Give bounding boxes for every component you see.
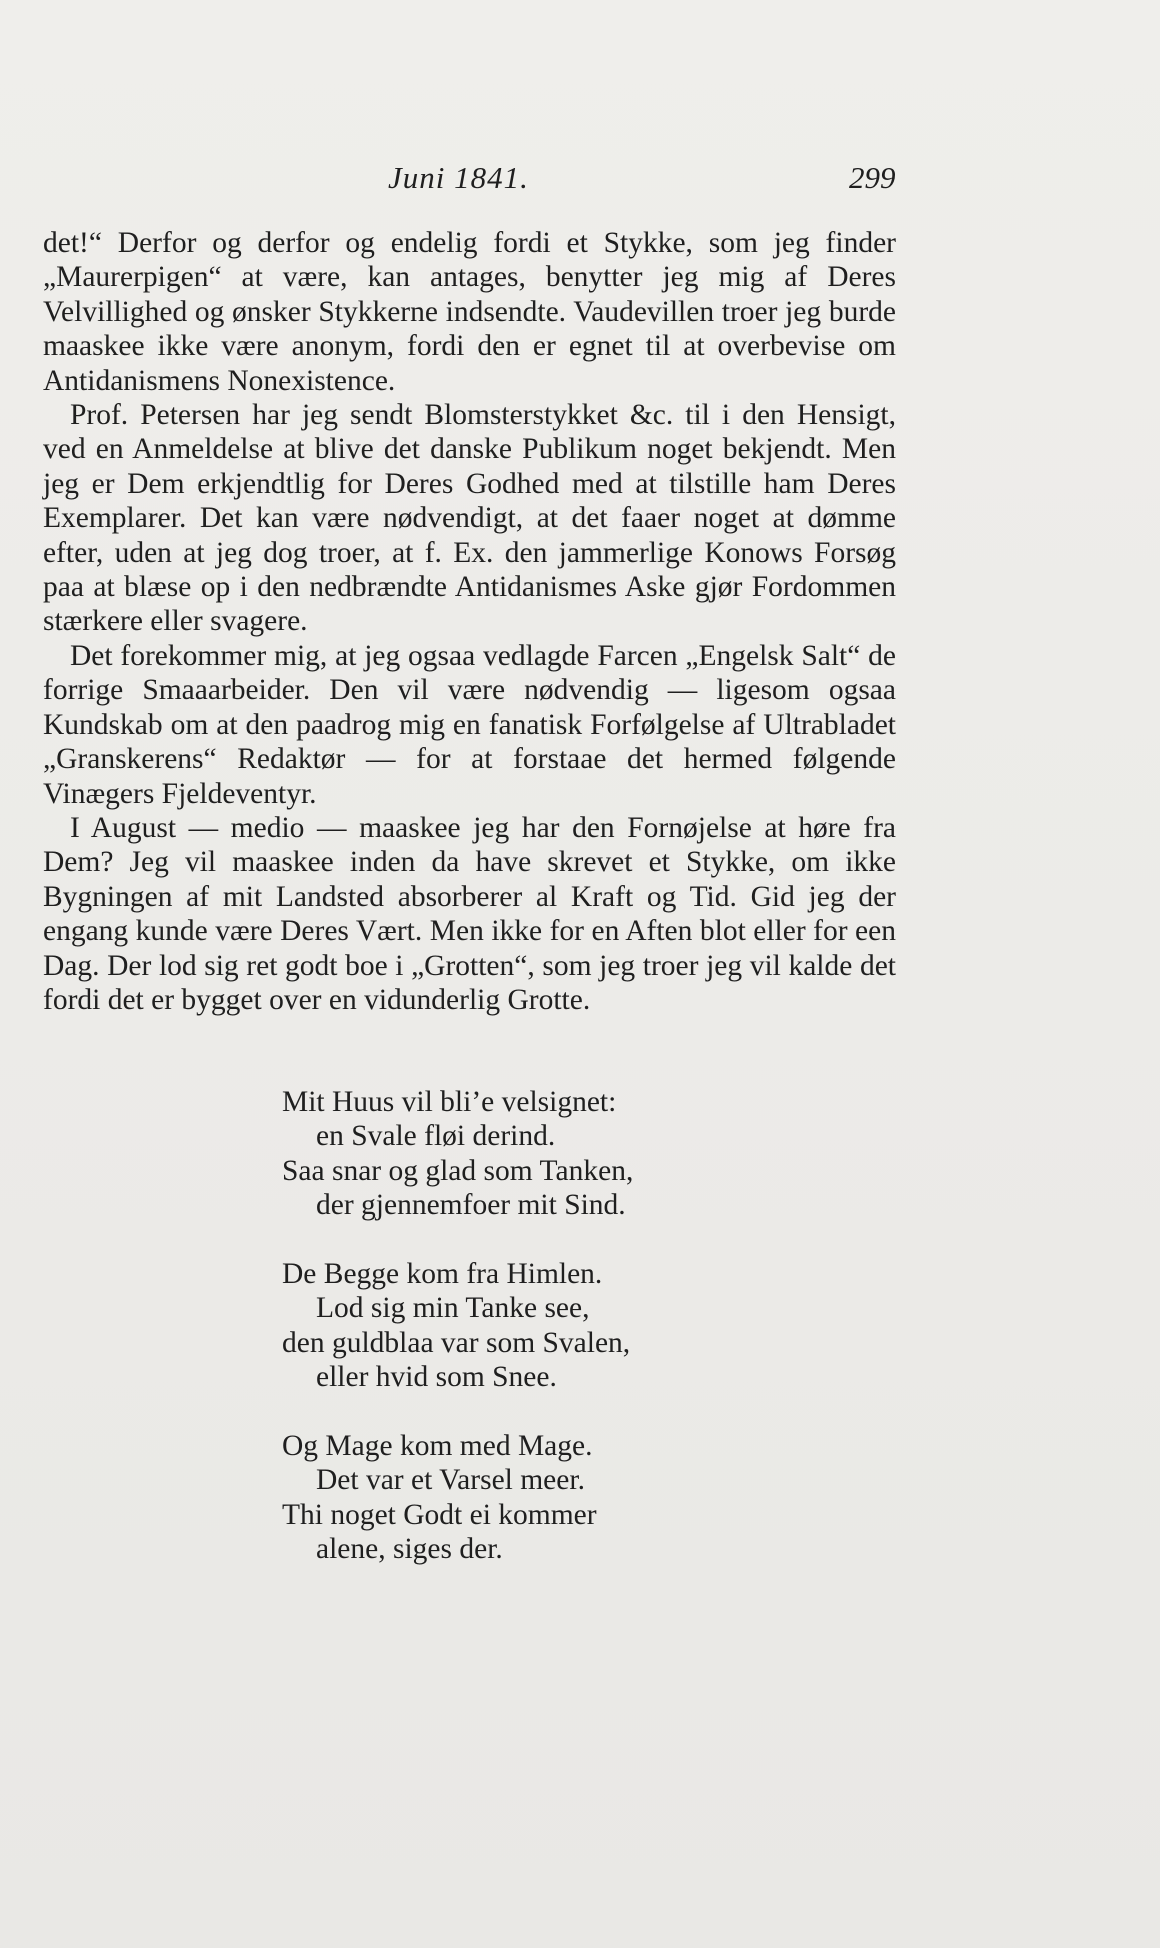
poem-stanza: [282, 1429, 633, 1567]
poem-line: alene, siges der.: [316, 1533, 503, 1566]
paragraph: det!“ Derfor og derfor og endelig fordi et Stykke, som jeg finder „Maurerpigen“ at være, kan antages, benytter jeg mig af Deres Velvillighed og ønsker Stykkerne indsendte. Vaudevillen troer jeg burde maaskee ikke være anonym, fordi den er egnet til at overbevise om Antidanismens Nonexistence.: [43, 227, 896, 397]
running-title: Juni 1841.: [388, 160, 529, 195]
poem-line: Thi noget Godt ei kommer: [282, 1498, 597, 1531]
letter-body: [43, 226, 896, 1017]
poem: [282, 1085, 633, 1567]
paragraph: I August — medio — maaskee jeg har den Fornøjelse at høre fra Dem? Jeg vil maaskee inden da have skrevet et Stykke, om ikke Bygningen af mit Landsted absorberer al Kraft og Tid. Gid jeg der engang kunde være Deres Vært. Men ikke for en Aften blot eller for een Dag. Der lod sig ret godt boe i „Grotten“, som jeg troer jeg vil kalde det fordi det er bygget over en vidunderlig Grotte.: [43, 811, 896, 1016]
poem-line: eller hvid som Snee.: [316, 1361, 557, 1394]
page-number: 299: [849, 160, 896, 195]
poem-stanza: [282, 1085, 633, 1223]
poem-line: Lod sig min Tanke see,: [316, 1292, 590, 1325]
poem-line: Det var et Varsel meer.: [316, 1464, 585, 1497]
poem-line: Og Mage kom med Mage.: [282, 1430, 593, 1463]
poem-line: De Begge kom fra Himlen.: [282, 1258, 603, 1291]
paragraph: Prof. Petersen har jeg sendt Blomsterstykket &c. til i den Hensigt, ved en Anmeldelse at blive det danske Publikum noget bekjendt. Men jeg er Dem erkjendtlig for Deres Godhed med at tilstille ham Deres Exemplarer. Det kan være nødvendigt, at det faaer noget at dømme efter, uden at jeg dog troer, at f. Ex. den jammerlige Konows Forsøg paa at blæse op i den nedbrændte Antidanismes Aske gjør Fordommen stærkere eller svagere.: [43, 399, 896, 638]
poem-stanza: [282, 1257, 633, 1395]
poem-line: Mit Huus vil bli’e velsignet:: [282, 1086, 617, 1118]
paragraph: Det forekommer mig, at jeg ogsaa vedlagde Farcen „Engelsk Salt“ de forrige Smaaarbeider. Den vil være nødvendig — ligesom ogsaa Kundskab om at den paadrog mig en fanatisk Forfølgelse af Ultrabladet „Granskerens“ Redaktør — for at forstaae det hermed følgende Vinægers Fjeldeventyr.: [43, 639, 896, 810]
poem-line: Saa snar og glad som Tanken,: [282, 1154, 634, 1187]
poem-line: den guldblaa var som Svalen,: [282, 1326, 631, 1359]
poem-line: der gjennemfoer mit Sind.: [316, 1189, 626, 1222]
poem-line: en Svale fløi derind.: [316, 1120, 556, 1153]
